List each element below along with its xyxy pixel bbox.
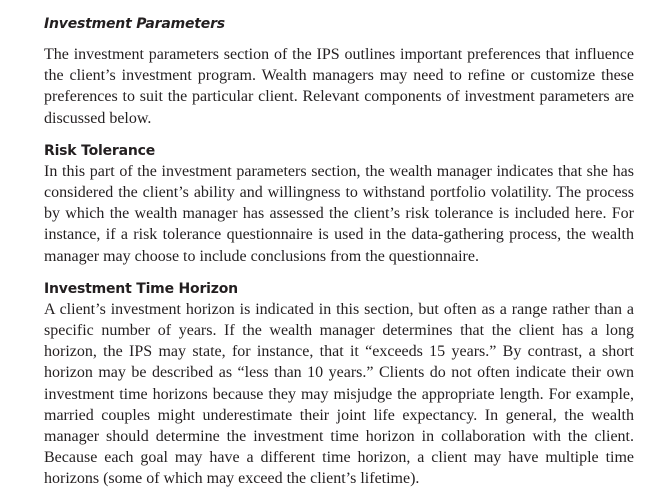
- intro-paragraph: The investment parameters section of the IPS outlines important preferences that influence the client’s investment program. Wealth managers may need to refine or customize these preferences to suit the particular client. Relevant components of investment parameters are discussed below.: [44, 46, 634, 127]
- time-horizon-heading: Investment Time Horizon: [44, 280, 238, 297]
- risk-tolerance-paragraph: In this part of the investment parameters section, the wealth manager indicates that she has considered the client’s ability and willingness to withstand portfolio volatility. The process by which the wealth manager has assessed the client’s risk tolerance is included here. For instance, if a risk tolerance questionnaire is used in the data-gathering process, the wealth manager may choose to include conclusions from the questionnaire.: [44, 162, 634, 265]
- main-heading: Investment Parameters: [44, 16, 225, 32]
- time-horizon-paragraph: A client’s investment horizon is indicated in this section, but often as a range rather than a specific number of years. If the wealth manager determines that the client has a long horizon, the IPS may state, for instance, that it “exceeds 15 years.” By contrast, a short horizon may be described as “less than 10 years.” Clients do not often indicate their own investment time horizons because they may misjudge the appropriate length. For example, married couples might underestimate their joint life expectancy. In general, the wealth manager should determine the investment time horizon in collaboration with the client. Because each goal may have a different time horizon, a client may have multiple time horizons (some of which may exceed the client’s lifetime).: [44, 300, 634, 488]
- risk-tolerance-heading: Risk Tolerance: [44, 142, 156, 159]
- document-page: [44, 14, 634, 490]
